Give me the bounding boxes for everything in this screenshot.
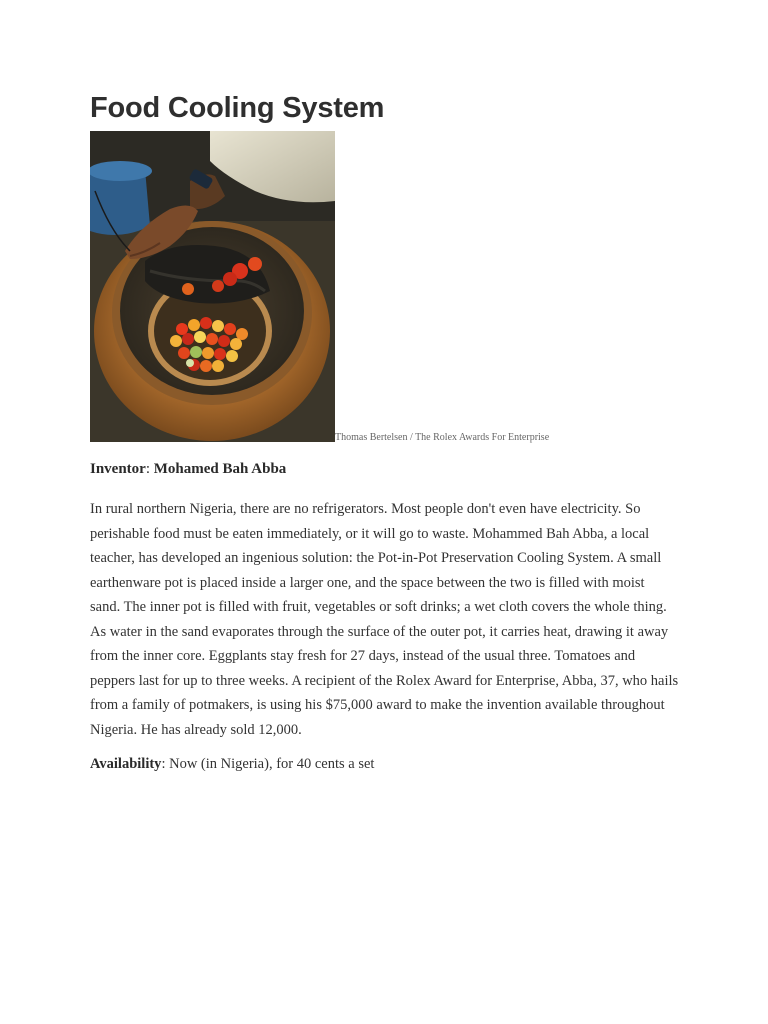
inventor-separator: : (145, 461, 154, 477)
body-line: earthenware pot is placed inside a larger one, and the space between the two is filled with moist (90, 574, 645, 591)
inventor-line (90, 461, 286, 478)
body-line: Nigeria. He has already sold 12,000. (90, 721, 302, 738)
availability-value: Now (in Nigeria), for 40 cents a set (169, 756, 375, 772)
body-line: As water in the sand evaporates through the surface of the outer pot, it carries heat, drawing it away (90, 623, 669, 640)
body-line: from the inner core. Eggplants stay fresh for 27 days, instead of the usual three. Tomatoes and (90, 648, 636, 664)
body-line: from a family of potmakers, is using his $75,000 award to make the invention available throughout (90, 697, 665, 713)
body-line: perishable food must be eaten immediately, or it will go to waste. Mohammed Bah Abba, a local (90, 525, 650, 542)
body-line: In rural northern Nigeria, there are no refrigerators. Most people don't even have electricity. So (90, 501, 641, 517)
article-body (90, 497, 686, 742)
availability-separator: : (161, 756, 170, 772)
body-line: teacher, has developed an ingenious solution: the Pot-in-Pot Preservation Cooling System. A small (90, 550, 662, 566)
body-line: sand. The inner pot is filled with fruit, vegetables or soft drinks; a wet cloth covers the whole thing. (90, 599, 667, 615)
pot-in-pot-photo (90, 131, 335, 442)
photo-credit: Thomas Bertelsen / The Rolex Awards For Enterprise (335, 432, 550, 443)
availability-label: Availability (90, 756, 162, 772)
inventor-label: Inventor (90, 461, 146, 477)
inventor-name: Mohamed Bah Abba (153, 461, 287, 477)
article-title: Food Cooling System (90, 92, 385, 124)
availability-line (90, 756, 374, 773)
body-line: peppers last for up to three weeks. A recipient of the Rolex Award for Enterprise, Abba, 37, who hails (90, 672, 679, 689)
